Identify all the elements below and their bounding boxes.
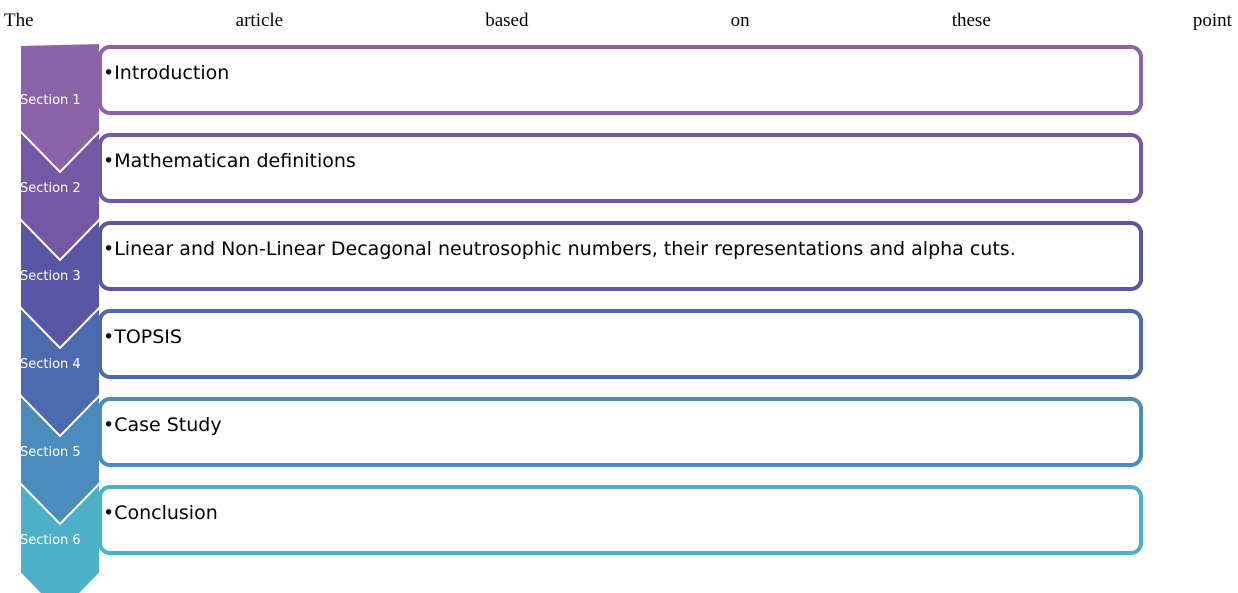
section-text: •Mathematican definitions	[103, 150, 356, 172]
section-label: Section 1	[20, 93, 81, 108]
section-label: Section 6	[20, 533, 81, 548]
section-label: Section 4	[20, 357, 81, 372]
intro-word: based	[485, 10, 529, 31]
intro-word: article	[235, 10, 284, 31]
section-text: •Linear and Non-Linear Decagonal neutrosophic numbers, their representations and alpha cuts.	[103, 238, 1016, 260]
section-box-1	[98, 45, 1143, 115]
section-label: Section 3	[20, 269, 81, 284]
section-label: Section 5	[20, 445, 81, 460]
section-box-5	[98, 397, 1143, 467]
section-box-6	[98, 485, 1143, 555]
intro-word: point	[1192, 10, 1232, 31]
section-text: •Conclusion	[103, 502, 218, 524]
intro-word: these	[951, 10, 991, 31]
section-label: Section 2	[20, 181, 81, 196]
section-box-4	[98, 309, 1143, 379]
intro-word: The	[4, 10, 34, 31]
section-text: •Introduction	[103, 62, 230, 84]
section-text: •Case Study	[103, 414, 222, 436]
section-text: •TOPSIS	[103, 326, 182, 348]
intro-word: on	[730, 10, 750, 31]
